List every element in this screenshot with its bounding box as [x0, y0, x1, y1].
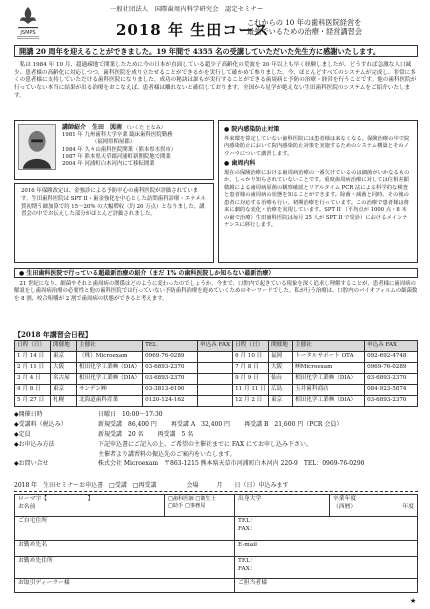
apply-text-1: 下記申込書にご記入の上、ご希望の主催社までに FAX にてお申し込み下さい。 [98, 440, 313, 448]
subtitle-line-1: これからの 10 年の歯科医院経営を [247, 18, 362, 27]
career-line: 2004 年 河浦町白木河内にて移転開業 [62, 161, 155, 168]
clinic-fax-label: FAX： [238, 565, 256, 572]
career-line: 1981 年 九州歯科大学卒業 臨床歯科医院勤務 [62, 132, 173, 139]
schedule-cell: 相田化学工業㈱（DIA） [293, 396, 365, 407]
seminar-info [14, 410, 418, 469]
home-fax-label: FAX： [238, 525, 256, 532]
schedule-row [15, 363, 418, 374]
contact-text: 株式会社 Microexam 〒863-1215 熊本県天草市河浦町白木河内 220-9 TEL：0969-76-0290 [98, 460, 365, 468]
logo-text: JSMPS [20, 30, 36, 36]
schedule-cell: 03-6893-2370 [365, 374, 418, 385]
infection-control-heading: ● 院内感染防止対策 [224, 126, 280, 133]
schedule-cell: 03-6893-2370 [143, 374, 198, 385]
schedule-cell: 0969-76-0289 [143, 352, 198, 363]
status-dentist[interactable]: □歯科医師 [168, 496, 194, 502]
dealer-label: お取引ディーラー様 [18, 580, 70, 586]
schedule-cell: 03-3813-6190 [143, 385, 198, 396]
schedule-cell: 東京 [51, 385, 77, 396]
schedule-row [15, 385, 418, 396]
fee-re-b: 再受講 B 21,600 円（PCR 会員） [244, 420, 343, 428]
status-cell[interactable] [165, 495, 235, 517]
application-form [14, 494, 418, 593]
schedule-cell: 東京 [51, 352, 77, 363]
schedule-cell: 広島 [269, 385, 293, 396]
schedule-cell: 12 月 2 日 [233, 396, 269, 407]
intro-paragraph: 私は 1984 年 10 月、超過疎地で開業したために今の日本が直面している超少子高齢化の荒波を 20 年以上も早く経験しましたが、どうすれば急激な人口減少、患者様の高齢化に対応しつつ、歯科医院を成り立たせることができるかを実行して確かめて参りました。今、ほとんどすべてのシステムが完成し、非常に多くの患者様に支持していただける歯科医院になりました。成功の秘訣は誰もが実行することができる歯周病と予防の治療・経営を行うことです。他の歯科医院が行っていない本当に結果が出る治療をおこなえば、患者様は離れないと確信しております。全国から見学が絶えない生田歯科医院のシステムをご紹介いたします。 [14, 62, 417, 99]
schedule-row [15, 396, 418, 407]
capacity-new: 新規受講 20 名 [98, 430, 144, 438]
schedule-header: 開催地 [269, 341, 293, 352]
schedule-cell: 玉井歯科商店 [293, 385, 365, 396]
schedule-header: 申込み FAX [198, 341, 233, 352]
schedule-cell: 7 月 8 日 [233, 363, 269, 374]
schedule-cell [198, 396, 233, 407]
year-label: 年度 [402, 503, 414, 510]
lecturer-photo [18, 124, 56, 170]
schedule-cell: 03-6893-2370 [365, 396, 418, 407]
latest-treatment-text: 21 世紀になり、細菌やそれと歯周病の関係はどのように変わったのでしょうか。今まで、口腔内で起きている現象を深く追求し理解することが、患者様に歯周病の解説をし歯周病治療の必要性と他の歯科医院では行っていない予防歯科治療を進めていくためのキーワードでした。私が行う治療は、口腔内のバイオフィルムの細菌数を 8 割、咬合咀嚼が 2 割で歯周病の状態ができると考えます。 [14, 281, 418, 302]
lecturer-label: 講師紹介 生田 図南 [62, 124, 123, 131]
apply-text-2: 主催者より講習料の振込先のご案内をいたします。 [98, 450, 236, 458]
schedule-header: TEL [143, 341, 198, 352]
dealer-cell[interactable] [15, 579, 235, 593]
schedule-cell: 相田化学工業㈱（DIA） [293, 374, 365, 385]
school-cell[interactable] [235, 495, 330, 517]
schedule-cell: （株）Microexam [77, 352, 143, 363]
status-assistant[interactable]: □助手 [168, 503, 184, 510]
schedule-header: 開催地 [51, 341, 77, 352]
name-cell[interactable] [15, 495, 165, 517]
schedule-cell: 092-692-4748 [365, 352, 418, 363]
name-label: お名前 [18, 503, 36, 510]
schedule-cell: 相田化学工業㈱（DIA） [77, 363, 143, 374]
schedule-cell: ㈱Microexam [293, 363, 365, 374]
schedule-header: 主催社 [77, 341, 143, 352]
infection-control-text: 外来環を算定していない歯科医院には患者様は来なくなる。保険治療の中で院内感染防止において院内感染防止対策を実施するためのシステム構築とそのノウハウについて講習します。 [224, 135, 410, 157]
schedule-cell: 084-923-5874 [365, 385, 418, 396]
status-hygienist[interactable]: □衛生士 [195, 496, 216, 502]
schedule-cell: 北海道歯科産業 [77, 396, 143, 407]
schedule-cell [198, 374, 233, 385]
email-cell[interactable] [235, 541, 418, 557]
schedule-cell: 0969-76-0289 [365, 363, 418, 374]
fee-re-a: 再受講 A 32,400 円 [170, 420, 231, 428]
capacity-re: 再受講 5 名 [157, 430, 194, 438]
schedule-row [15, 374, 418, 385]
fee-new: 新規受講 86,400 円 [98, 420, 157, 428]
jsmps-logo [14, 5, 42, 43]
page-subtitle [247, 18, 427, 36]
schedule-cell: 9 月 9 日 [233, 374, 269, 385]
school-label: 出身大学 [238, 496, 262, 502]
schedule-cell: 2 月 11 日 [15, 363, 51, 374]
graduation-cell[interactable] [330, 495, 418, 517]
schedule-cell [198, 363, 233, 374]
schedule-cell: トータルサポート OTA [293, 352, 365, 363]
home-contact-cell[interactable] [235, 517, 418, 541]
schedule-row [15, 352, 418, 363]
lecturer-profile [62, 124, 212, 169]
time-value: 日曜日 10:00～17:30 [98, 411, 163, 418]
schedule-cell: 6 月 10 日 [233, 352, 269, 363]
home-address-cell[interactable] [15, 517, 235, 541]
schedule-cell: 5 月 27 日 [15, 396, 51, 407]
schedule-cell: 仙台 [269, 374, 293, 385]
schedule-cell: 3 月 4 日 [15, 374, 51, 385]
application-cut-line: 2018 年 生田セミナーお申込書 □受講 □再受講 会場 月 日（日）申込みます [14, 482, 418, 492]
apply-label: ◆お申込み方法 [14, 440, 55, 448]
treatment-box [218, 120, 418, 263]
clinic-tel-label: TEL： [238, 558, 256, 564]
schedule-cell [198, 352, 233, 363]
schedule-header-row [15, 341, 418, 352]
schedule-header: 日程（日） [233, 341, 269, 352]
person-label: ご担当者様 [238, 580, 267, 586]
clinic-address-label: お勤め先住所 [18, 558, 53, 564]
home-tel-label: TEL： [238, 518, 256, 524]
insurance-note-box: 2016 年保険改定は、金強診による予防中心の歯科医院が評価されています。生田歯科医院は SPT II・歯金強化を中心とした訪問歯科診療・エナメル質初期う蝕加算で約 15～20% の大幅増収（約 20 万点）となりました。講習会の中でお伝えした部分がほとんど評価されました。 [14, 183, 214, 263]
schedule-header: 日程（日） [15, 341, 51, 352]
era-label: （西暦） [333, 503, 357, 510]
page-title: 2018 年 生田コース [116, 21, 270, 39]
clinic-name-cell[interactable] [15, 541, 235, 557]
contact-label: ◆お問い合せ [14, 460, 49, 468]
star-mark: ★ [410, 597, 417, 605]
organization-line: 一般社団法人 国際歯周内科学研究会 認定セミナー [110, 6, 264, 13]
schedule-cell: 0120-124-162 [143, 396, 198, 407]
schedule-cell: 03-6893-2370 [143, 363, 198, 374]
clinic-address-cell[interactable] [15, 557, 235, 579]
romaji-label: ローマ字【 】 [18, 496, 94, 502]
schedule-cell: 相田化学工業㈱（DIA） [77, 374, 143, 385]
schedule-cell: 4 月 8 日 [15, 385, 51, 396]
schedule-cell: 大阪 [51, 363, 77, 374]
schedule-cell: 11 月 11 日 [233, 385, 269, 396]
career-line: （福岡県粕屋郡） [92, 139, 136, 146]
schedule-header: 申込み FAX [365, 341, 418, 352]
schedule-cell: 東京 [269, 396, 293, 407]
clinic-name-label: お勤め先名 [18, 542, 47, 548]
career-line: 1987 年 熊本県天草郡河浦町新開院地で開業 [62, 153, 171, 160]
schedule-header: 主催社 [293, 341, 365, 352]
periodontal-heading: ● 歯周内科 [224, 160, 256, 168]
schedule-cell: 1 月 14 日 [15, 352, 51, 363]
schedule-cell: 札幌 [51, 396, 77, 407]
schedule-cell: 名古屋 [51, 374, 77, 385]
grad-label: 卒業年度 [333, 496, 357, 502]
schedule-cell [198, 385, 233, 396]
home-address-label: ご自宅住所 [18, 518, 47, 524]
schedule-title: 【2018 年講習会日程】 [14, 330, 92, 339]
capacity-label: ◆定員 [14, 430, 31, 438]
schedule-cell: 福岡 [269, 352, 293, 363]
clinic-contact-cell[interactable] [235, 557, 418, 579]
email-label: E-mail [238, 542, 257, 548]
schedule-cell: 大阪 [269, 363, 293, 374]
anniversary-banner: 開講 20 周年を迎えることができました。19 年間で 4355 名の受講していただいた先生方に感謝いたします。 [14, 45, 418, 57]
schedule-cell: サンデン㈱ [77, 385, 143, 396]
fee-label: ◆受講料（税込み） [14, 420, 67, 428]
person-cell[interactable] [235, 579, 418, 593]
subtitle-line-2: 最強でいるための治療・経営講習会 [247, 27, 363, 36]
latest-treatment-bar: ● 生田歯科医院で行っている超最新治療の紹介（まだ 1% の歯科医院しか知らない最新治療） [14, 268, 418, 278]
periodontal-text: 現在の保険治療における歯周病治療の一番欠けているのは細菌がいかなるものか、しっかり知らされていないことです。重度歯周病治療に対しては位相差顕微鏡による歯周病原菌の観察確認とリアルタイム PCR 法による科学的な検査と患者様の歯周病の状態を知ることができます。除菌・減菌と同時、その後の患者に対応する治療も行い、初期治療を行っています。この治療で患者様は将来に劇的な変化・治療を実現しています。SPT II （平均点が 1000 点・8 本の歯で治療）生田歯科医院は毎月 25 人が SPT II で受診）におけるメインテナンスに移行します。 [224, 169, 410, 229]
schedule-table [14, 340, 418, 407]
time-label: ◆開催日時 [14, 411, 43, 418]
status-office[interactable]: □事務局 [184, 503, 206, 510]
career-line: 1984 年 久々山歯科医院開業（熊本県水俣市） [62, 146, 177, 153]
lecturer-kana: （いくた となみ） [124, 125, 166, 131]
